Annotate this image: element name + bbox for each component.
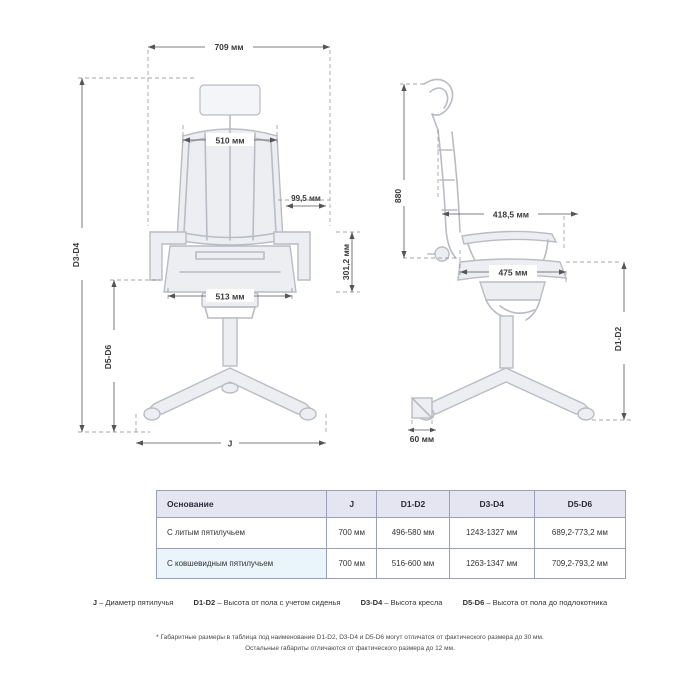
cell-j: 700 мм [327,518,377,549]
side-mechanism [480,282,545,300]
cell-base: С литым пятилучьем [157,518,327,549]
th-d5-d6: D5-D6 [534,491,625,518]
side-tilt-knob [435,247,449,261]
legend-text-j: – Диаметр пятилучья [99,598,174,607]
dim-armrest-offset [286,194,326,209]
cell-j: 700 мм [327,548,377,579]
dim-back-height-label: 880 [393,188,403,204]
th-d1-d2: D1-D2 [377,491,449,518]
footnotes [0,632,700,654]
dim-width-total [148,40,330,53]
table-row [157,518,626,549]
cell-d5-d6: 709,2-793,2 мм [534,548,625,579]
dim-depth-total-label: 418,5 мм [492,209,530,220]
legend-text-d1-d2: – Высота от пола с учетом сиденья [217,598,341,607]
side-gas-lift [500,316,513,368]
dim-height-d3-d4 [71,78,89,432]
legend [0,598,700,607]
legend-key-j: J [92,598,98,607]
front-view-group [71,40,360,449]
dim-seat-depth-label: 475 мм [498,267,528,278]
side-base [420,368,592,414]
cell-d3-d4: 1263-1347 мм [449,548,534,579]
dim-column-size-label: 60 мм [409,434,435,444]
dim-backrest-width-label: 510 мм [215,135,245,146]
legend-key-d3-d4: D3-D4 [360,598,383,607]
specs-table-wrapper [156,490,626,579]
dim-depth-total [442,207,578,220]
dim-armrest-height [341,232,355,292]
legend-key-d5-d6: D5-D6 [462,598,485,607]
footnote-line-2: Остальные габариты отличаются от фактического размера до 12 мм. [245,645,455,653]
cell-base: С ковшевидным пятилучьем [157,548,327,579]
cell-d3-d4: 1243-1327 мм [449,518,534,549]
dim-column-size [408,428,436,444]
dim-height-d1-d2 [613,262,631,420]
dim-base-diameter-front [136,436,326,449]
cell-d1-d2: 516-600 мм [377,548,449,579]
dim-height-d1-d2-label: D1-D2 [613,326,623,352]
legend-text-d3-d4: – Высота кресла [384,598,443,607]
dim-height-d3-d4-label: D3-D4 [71,242,81,268]
th-j: J [327,491,377,518]
table-row [157,548,626,579]
cell-d5-d6: 689,2-773,2 мм [534,518,625,549]
front-gas-lift [223,318,237,366]
dim-back-height [393,84,411,258]
footnote-line-1: * Габаритные размеры в таблица под наименование D1-D2, D3-D4 и D5-D6 могут отличатся от фактического размера до 30 мм. [156,634,544,641]
cell-d1-d2: 496-580 мм [377,518,449,549]
dim-armrest-offset-label: 99,5 мм [291,194,321,203]
th-base: Основание [157,491,327,518]
specs-table [156,490,626,579]
front-seat [164,246,296,292]
front-headrest [200,85,260,115]
side-view-group [393,79,632,444]
th-d3-d4: D3-D4 [449,491,534,518]
table-header-row [157,491,626,518]
dim-seat-width-label: 513 мм [215,291,245,302]
side-armrest [462,231,556,244]
legend-key-d1-d2: D1-D2 [193,598,216,607]
dim-armrest-height-label: 301,2 мм [341,243,351,281]
dim-height-d5-d6 [103,280,121,432]
dim-base-diameter-label: J [227,438,233,449]
dim-height-d5-d6-label: D5-D6 [103,344,113,370]
dim-width-total-label: 709 мм [214,42,244,52]
legend-text-d5-d6: – Высота от пола до подлокотника [486,598,608,607]
